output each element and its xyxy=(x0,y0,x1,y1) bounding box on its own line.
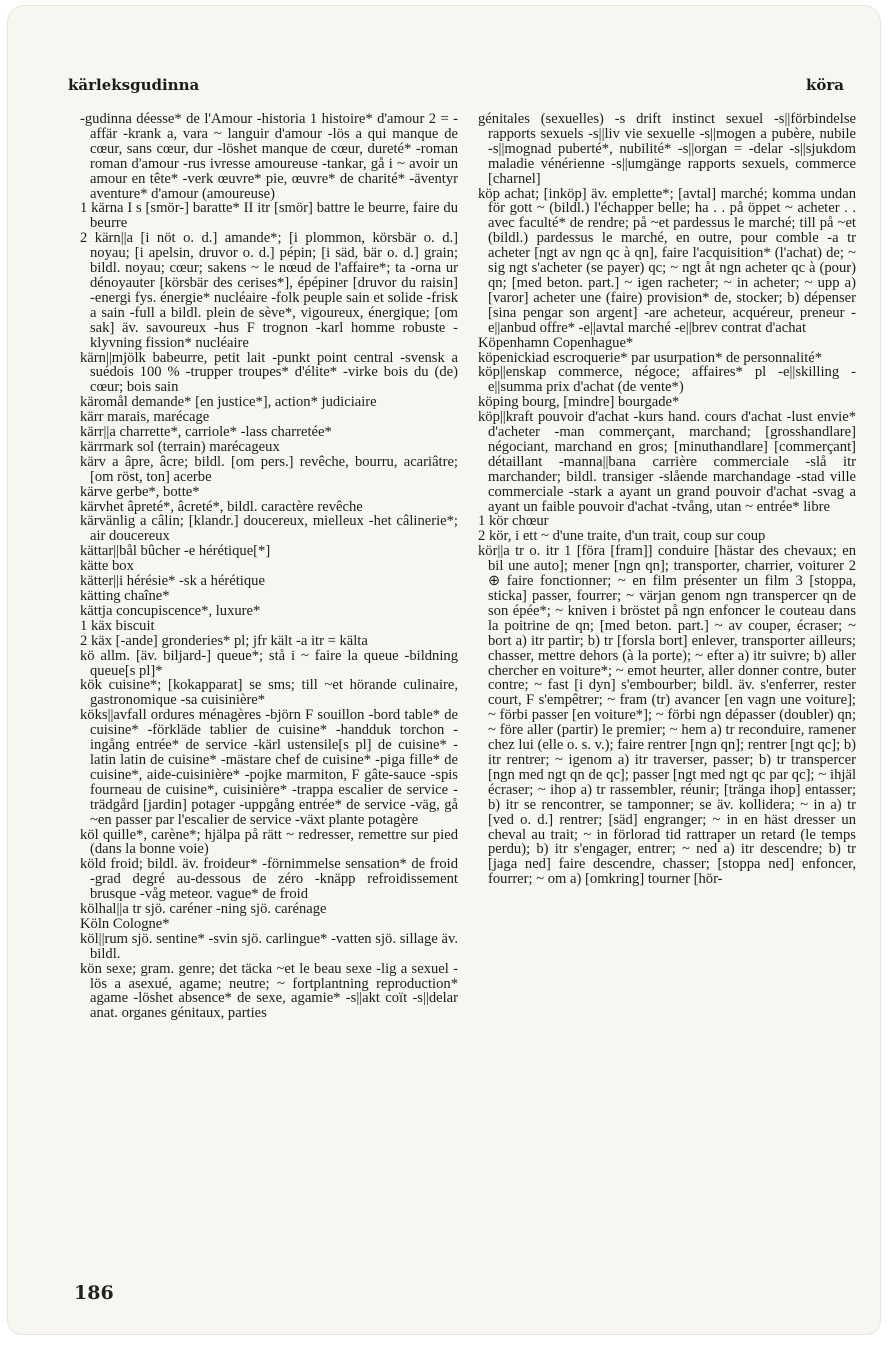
dictionary-entry: kärr||a charrette*, carriole* -lass charretée* xyxy=(80,424,332,441)
dictionary-entry: kärrmark sol (terrain) marécageux xyxy=(80,438,280,455)
dictionary-entry: kättar||bål bûcher -e hérétique[*] xyxy=(80,543,271,560)
dictionary-entry: kö allm. [äv. biljard-] queue*; stå i ~ faire la queue -bildning queue[s pl]* xyxy=(80,647,458,679)
dictionary-entry: Köpenhamn Copenhague* xyxy=(478,334,634,351)
running-head-right: köra xyxy=(805,76,844,94)
dictionary-entry: kölhal||a tr sjö. caréner -ning sjö. carénage xyxy=(80,901,327,918)
dictionary-entry: kätting chaîne* xyxy=(80,588,170,604)
dictionary-entry: -gudinna déesse* de l'Amour -historia 1 histoire* d'amour 2 = -affär -krank a, vara ~ languir d'amour -lös a qui manque de cœur, sans cœur, dur -löshet manque de cœur, dureté* -roman roman d'amour -rus ivresse amoureuse -tankar, gå i ~ avoir un amour en tête* -verk œuvre* pie, œuvre* de charité* -äventyr aventure* d'amour (amoureuse) xyxy=(80,111,458,202)
dictionary-entry: 2 käx [-ande] gronderies* pl; jfr kält -a itr = kälta xyxy=(80,632,368,649)
dictionary-page xyxy=(8,6,880,1334)
dictionary-entry: köp||kraft pouvoir d'achat -kurs hand. cours d'achat -lust envie* d'acheter -man commerçant, marchand; [grosshandlare] négociant, marchand en gros; [minuthandlare] [commerçant] détaillant -manna||bana carrière commerciale -slå itr marchander; bildl. transiger -slående marchandage -stad ville commerciale -stark a ayant un grand pouvoir d'achat -svag a ayant un faible pouvoir d'achat -tvång, utan ~ entrée* libre xyxy=(478,409,856,515)
dictionary-entry: 1 kör chœur xyxy=(478,513,549,530)
dictionary-entry: kök cuisine*; [kokapparat] se sms; till ~et hörande culinaire, gastronomique -sa cuisinière* xyxy=(80,677,458,709)
dictionary-entry: köp achat; [inköp] äv. emplette*; [avtal] marché; komma undan för gott ~ (bildl.) l'échapper belle; ha . . på öppet ~ acheter . . avec faculté* de rendre; på ~et pardessus le marché; till på ~et (bildl.) pardessus le marché, en outre, pour comble -a tr acheter [ngt av ngn qc à qn], faire l'acquisition* (l'achat) de; ~ sig ngt s'acheter (se payer) qc; ~ ngt åt ngn acheter qc à (pour) qn; [med beton. part.] ~ igen racheter; ~ in acheter; ~ upp a) [varor] acheter une (faire) provision* de, stocker; b) dépenser [sina pengar son argent] -are acheteur, acquéreur, preneur -e||anbud offre* -e||avtal marché -e||brev contrat d'achat xyxy=(478,185,856,336)
right-column xyxy=(478,112,856,887)
dictionary-entry: köping bourg, [mindre] bourgade* xyxy=(478,394,680,411)
dictionary-entry: 2 kör, i ett ~ d'une traite, d'un trait, coup sur coup xyxy=(478,528,766,545)
dictionary-entry: kärvänlig a câlin; [klandr.] doucereux, mielleux -het câlinerie*; air doucereux xyxy=(80,513,458,545)
dictionary-entry: kätter||i hérésie* -sk a hérétique xyxy=(80,573,265,590)
dictionary-entry: kärv a âpre, âcre; bildl. [om pers.] revêche, bourru, acariâtre; [om röst, ton] acerbe xyxy=(80,453,458,485)
page-number: 186 xyxy=(74,1282,114,1304)
running-head-left: kärleksgudinna xyxy=(68,76,200,94)
dictionary-entry: köl||rum sjö. sentine* -svin sjö. carlingue* -vatten sjö. sillage äv. bildl. xyxy=(80,930,458,962)
dictionary-entry: 2 kärn||a [i nöt o. d.] amande*; [i plommon, körsbär o. d.] noyau; [i apelsin, druvor o. d.] pépin; [i säd, bär o. d.] grain; bildl. noyau; cœur; sakens ~ le nœud de l'affaire*; ta -orna ur dénoyauter [körsbär des cerises*], épépiner [druvor du raisin] -energi fys. énergie* nucléaire -folk peuple sain et solide -frisk a sain -full a bildl. plein de sève*, vigoureux, énergique; [om sak] äv. savoureux -hus F trognon -karl homme robuste -klyvning fission* nucléaire xyxy=(80,230,458,351)
dictionary-entry: kärn||mjölk babeurre, petit lait -punkt point central -svensk a suédois 100 % -trupper troupes* d'élite* -virke bois du (de) cœur; bois sain xyxy=(80,349,458,396)
dictionary-entry: kör||a tr o. itr 1 [föra [fram]] conduire [hästar des chevaux; en bil une auto]; mener [ngn qn]; transporter, charrier, voiturer 2 ⊕ faire fonctionner; ~ en film présenter un film 3 [stoppa, sticka] passer, fourrer; ~ värjan genom ngn transpercer qn de son épée*; ~ kniven i bröstet på ngn enfoncer le couteau dans la poitrine de qn; [med beton. part.] ~ av couper, écraser; ~ bort a) itr partir; b) tr [forsla bort] enlever, transporter ailleurs; chasser, mettre dehors (à la porte); ~ efter a) itr suivre; b) aller chercher en voiture*; ~ emot heurter, aller donner contre, buter contre; ~ fast [i dyn] s'embourber; bildl. äv. s'enferrer, rester court, F s'empêtrer; ~ fram (tr) avancer [en vagn une voiture]; ~ förbi passer [en voiture*]; ~ förbi ngn dépasser (doubler) qn; ~ före aller (partir) le premier; ~ hem a) tr reconduire, ramener chez lui (elle o. s. v.); faire rentrer [ngn qn]; rentrer [ngt qc]; b) itr rentrer; ~ igenom a) itr traverser, passer; b) tr transpercer [ngn med ngt qn de qc]; passer [ngt med ngt qc par qc]; ~ ihjäl écraser; ~ ihop a) tr rassembler, réunir; [tränga ihop] entasser; b) itr se rencontrer, se tamponner; se äv. kollidera; ~ in a) tr [ved o. d.] rentrer; [säd] engranger; ~ in en häst dresser un cheval au trait; ~ in förlorad tid rattraper un retard (le temps perdu); b) itr s'engager, entrer; ~ ned a) itr descendre; b) tr [jaga ned] faire descendre, chasser; [stoppa ned] enfoncer, fourrer; ~ om a) [omkring] tourner [hör- xyxy=(478,543,856,888)
dictionary-entry: kärr marais, marécage xyxy=(80,409,210,426)
dictionary-entry: köp||enskap commerce, négoce; affaires* pl -e||skilling -e||summa prix d'achat (de vente*) xyxy=(478,364,856,396)
dictionary-entry: kärvhet âpreté*, âcreté*, bildl. caractère revêche xyxy=(80,498,363,515)
dictionary-entry: köks||avfall ordures ménagères -björn F souillon -bord table* de cuisine* -förkläde tablier de cuisine* -handduk torchon -ingång entrée* de service -kärl ustensile[s pl] de cuisine* -latin latin de cuisine* -mästare chef de cuisine* -piga fille* de cuisine*, aide-cuisinière* -pojke marmiton, F gâte-sauce -spis fourneau de cuisine*, cuisinière* -trappa escalier de service -trädgård [jardin] potager -uppgång entrée* de service -väg, gå ~en passer par l'escalier de service -växt plante potagère xyxy=(80,707,458,828)
dictionary-entry: génitales (sexuelles) -s drift instinct sexuel -s||förbindelse rapports sexuels -s||liv vie sexuelle -s||mogen a pubère, nubile -s||mognad puberté*, nubilité* -s||organ = -delar -s||sjukdom maladie vénérienne -s||umgänge rapports sexuels, commerce [charnel] xyxy=(478,111,856,187)
dictionary-entry: kön sexe; gram. genre; det täcka ~et le beau sexe -lig a sexuel -lös a asexué, agame; neutre; ~ fortplantning reproduction* agame -löshet absence* de sexe, agamie* -s||akt coït -s||delar anat. organes génitaux, parties xyxy=(80,960,458,1022)
dictionary-entry: käromål demande* [en justice*], action* judiciaire xyxy=(80,394,377,411)
dictionary-entry: kätte box xyxy=(80,558,134,575)
dictionary-entry: 1 kärna I s [smör-] baratte* II itr [smör] battre le beurre, faire du beurre xyxy=(80,200,458,232)
left-column xyxy=(80,112,458,1021)
dictionary-entry: köld froid; bildl. äv. froideur* -förnimmelse sensation* de froid -grad degré au-dessous de zéro -knäpp refroidissement brusque -våg meteor. vague* de froid xyxy=(80,856,458,903)
dictionary-entry: köl quille*, carène*; hjälpa på rätt ~ redresser, remettre sur pied (dans la bonne voie) xyxy=(80,826,458,858)
dictionary-entry: 1 käx biscuit xyxy=(80,617,155,634)
dictionary-entry: kättja concupiscence*, luxure* xyxy=(80,602,261,619)
dictionary-entry: kärve gerbe*, botte* xyxy=(80,483,200,500)
dictionary-entry: Köln Cologne* xyxy=(80,915,170,932)
dictionary-entry: köpenickiad escroquerie* par usurpation* de personnalité* xyxy=(478,349,823,366)
